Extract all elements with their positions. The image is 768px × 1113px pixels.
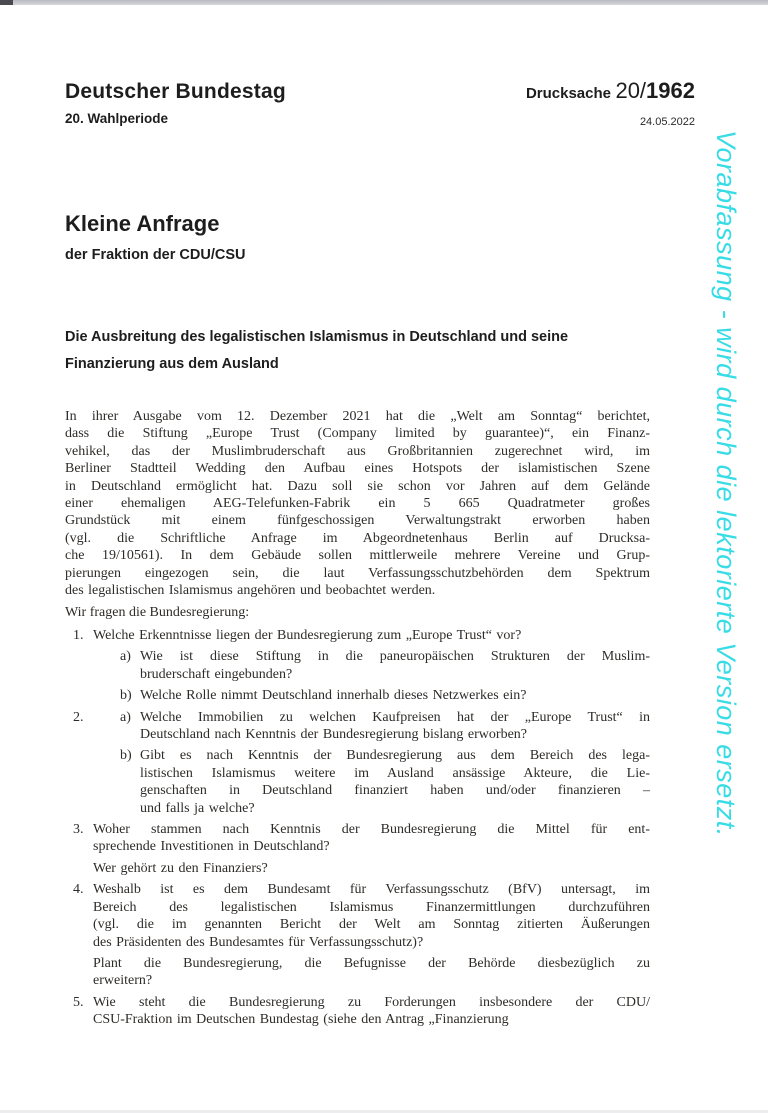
- question-text: Woher stammen nach Kenntnis der Bundesregierung die Mittel für ent- sprechende Investitionen in Deutschland?: [93, 822, 650, 855]
- document-type-subtitle: der Fraktion der CDU/CSU: [65, 247, 246, 263]
- question-letter: a): [120, 709, 131, 725]
- question-item-5: [65, 994, 650, 1029]
- question-item-1b: [65, 687, 650, 704]
- question-text: Weshalb ist es dem Bundesamt für Verfassungsschutz (BfV) untersagt, im Bereich des legalistischen Islamismus Finanzermittlungen durchzuführen (vgl. die im genannten Bericht der Welt am Sonntag zitierten Äußerungen des Präsidenten des Bundesamtes für Verfassungsschutz)?: [93, 882, 650, 950]
- question-text: Welche Erkenntnisse liegen der Bundesregierung zum „Europe Trust“ vor?: [93, 628, 522, 643]
- drucksache-number: 1962: [646, 78, 695, 103]
- lead-in-sentence: Wir fragen die Bundesregierung:: [65, 605, 250, 620]
- question-item-1a: [65, 648, 650, 683]
- question-number: 1.: [73, 628, 84, 643]
- question-item-1: [65, 627, 650, 644]
- vorabfassung-watermark: Vorabfassung - wird durch die lektorierte Version ersetzt.: [711, 130, 741, 837]
- intro-paragraph: In ihrer Ausgabe vom 12. Dezember 2021 hat die „Welt am Sonntag“ berichtet, dass die Stiftung „Europe Trust (Company limited by guarantee)“, ein Finanz- vehikel, das der Muslimbruderschaft aus Großbritannien zugerechnet wird, im Berliner Stadtteil Wedding den Aufbau eines Hotspots der islamistischen Szene in Deutschland ermöglicht hat. Dazu soll sie schon vor Jahren auf dem Gelände einer ehemaligen AEG-Telefunken-Fabrik ein 5 665 Quadratmeter großes Grundstück mit einem fünfgeschossigen Verwaltungstrakt erworben haben (vgl. die Schriftliche Anfrage im Abgeordnetenhaus Berlin auf Drucksa- che 19/10561). In dem Gebäude sollen mittlerweile mehrere Vereine und Grup- pierungen eingezogen sein, die laut Verfassungsschutzbehörden dem Spektrum des legalistischen Islamismus angehören und beobachtet werden.: [65, 409, 650, 599]
- header-legislative-period: 20. Wahlperiode: [65, 111, 169, 126]
- question-text: Gibt es nach Kenntnis der Bundesregierung aus dem Bereich des lega- listischen Islamismus weitere im Ausland ansässige Akteure, die Lie- genschaften in Deutschland finanziert haben und/oder finanzieren – und falls ja welche?: [140, 748, 650, 816]
- question-item-2b: [65, 747, 650, 817]
- question-number: 5.: [73, 994, 84, 1010]
- drucksache-number-prefix: 20/: [615, 78, 647, 103]
- question-item-4-followup: [65, 955, 650, 990]
- question-letter: b): [120, 688, 132, 704]
- document-type-title: Kleine Anfrage: [65, 211, 220, 236]
- question-text: Plant die Bundesregierung, die Befugnisse der Behörde diesbezüglich zu erweitern?: [93, 955, 650, 989]
- question-letter: b): [120, 748, 132, 764]
- question-text: Welche Immobilien zu welchen Kaufpreisen hat der „Europe Trust“ in Deutschland nach Kenntnis der Bundesregierung bislang erworben?: [140, 709, 650, 743]
- question-text: Wie ist diese Stiftung in die paneuropäischen Strukturen der Muslim- bruderschaft eingebunden?: [140, 649, 650, 682]
- question-number: 3.: [73, 822, 84, 838]
- question-text: Wer gehört zu den Finanziers?: [93, 860, 268, 876]
- question-number: 4.: [73, 882, 84, 898]
- document-reference: [526, 78, 695, 104]
- question-item-2a: [65, 709, 650, 744]
- question-text: Welche Rolle nimmt Deutschland innerhalb dieses Netzwerkes ein?: [140, 688, 527, 704]
- document-date: 24.05.2022: [639, 116, 695, 128]
- question-item-4: [65, 881, 650, 951]
- drucksache-label: Drucksache: [525, 85, 611, 102]
- question-item-3-followup: [65, 860, 650, 877]
- question-item-3: [65, 821, 650, 856]
- question-letter: a): [120, 649, 131, 665]
- question-text: Wie steht die Bundesregierung zu Forderungen insbesondere der CDU/ CSU-Fraktion im Deutschen Bundestag (siehe den Antrag „Finanzierung: [93, 994, 650, 1028]
- scan-top-bar: [0, 0, 768, 5]
- header-organization: Deutscher Bundestag: [65, 80, 286, 103]
- subject-title: Die Ausbreitung des legalistischen Islamismus in Deutschland und seine Finanzierung aus dem Ausland: [65, 329, 569, 372]
- question-number: 2.: [73, 709, 84, 725]
- scan-top-bar-dark-cap: [0, 0, 13, 5]
- question-list: [65, 627, 650, 1033]
